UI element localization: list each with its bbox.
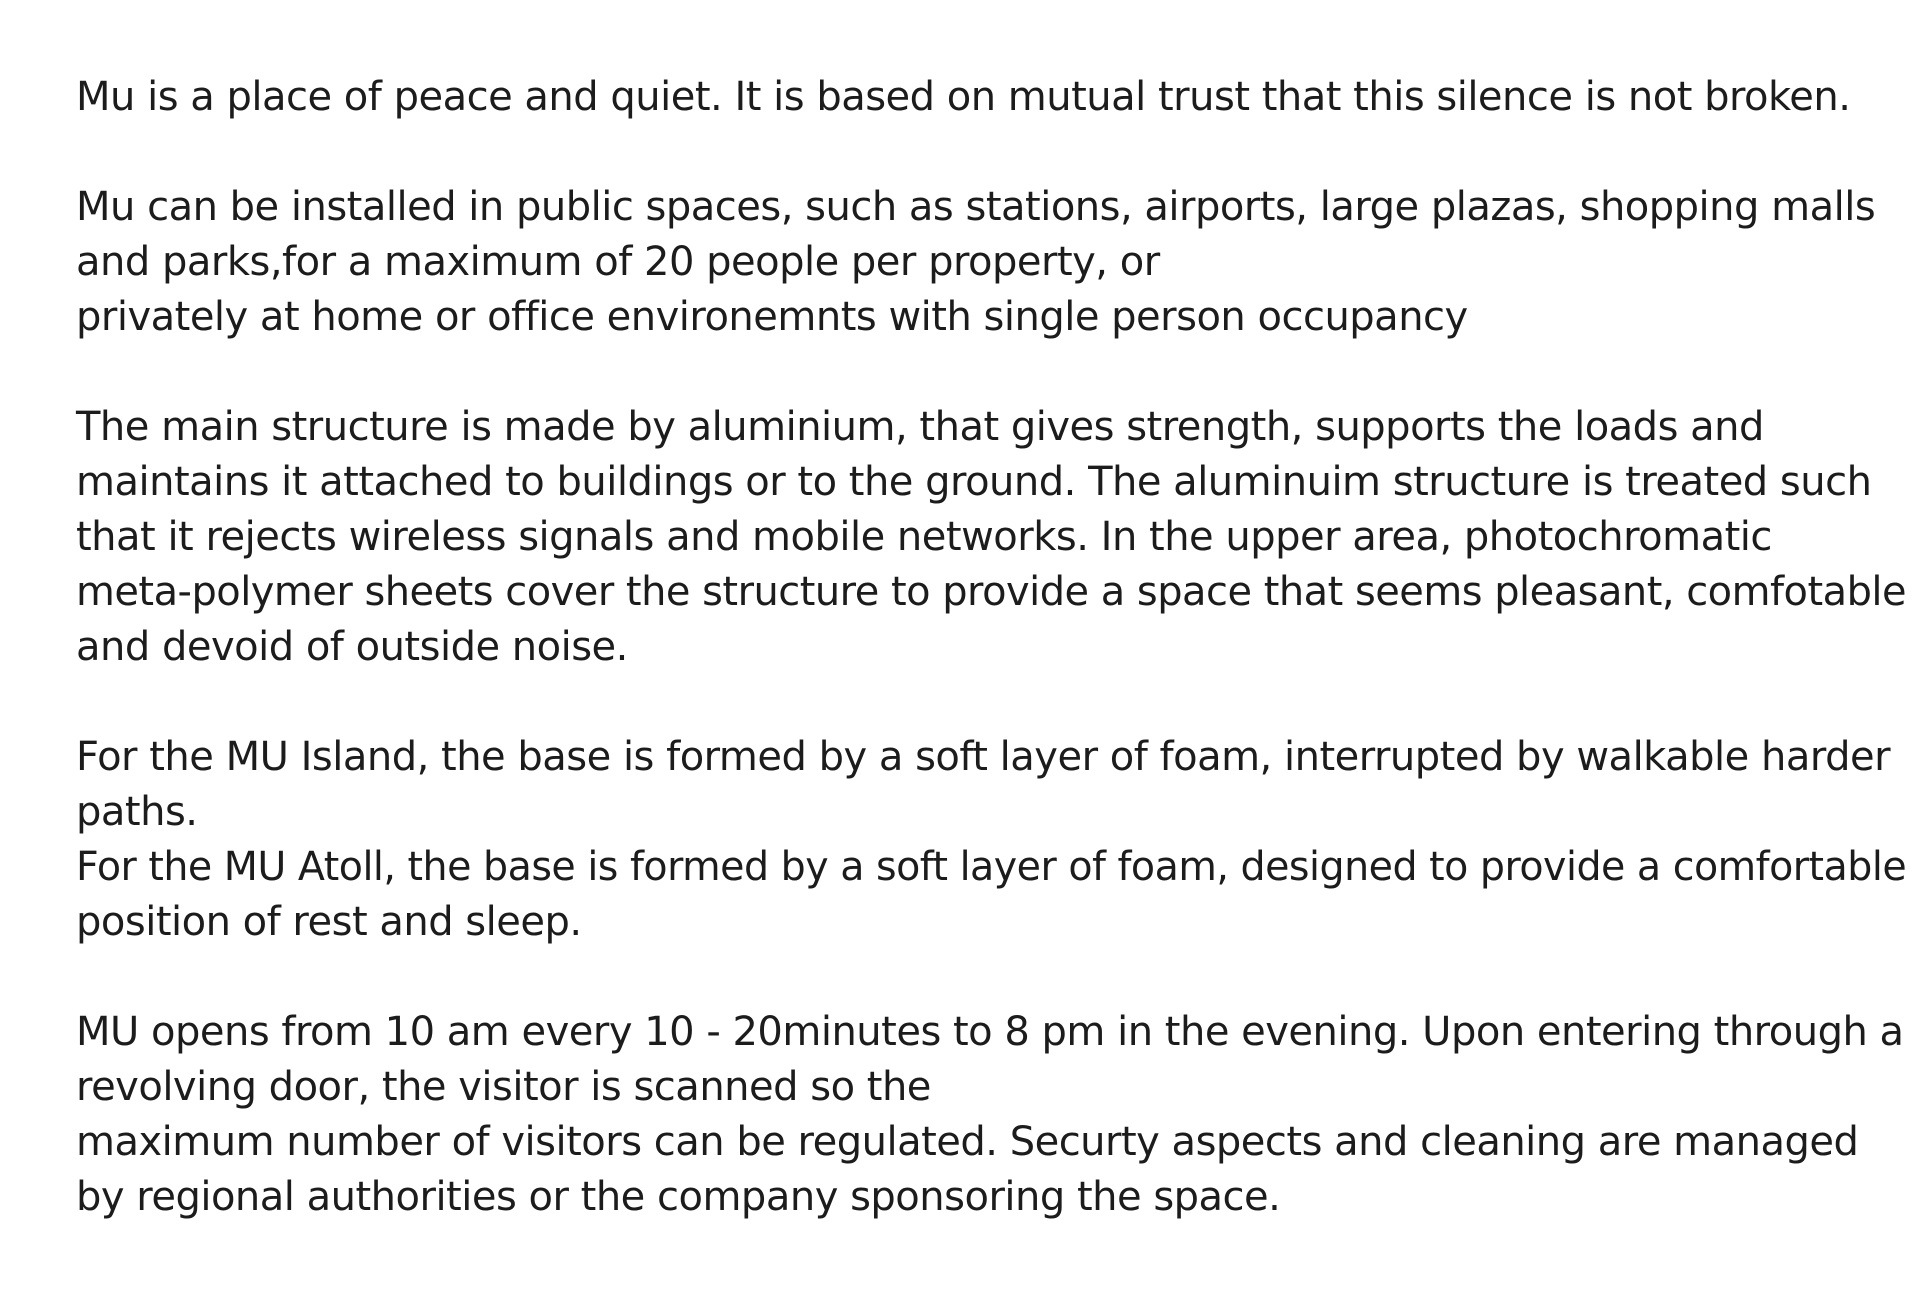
text-line: The main structure is made by aluminium, that gives strength, supports the loads and: [76, 404, 1764, 450]
document-body: [76, 70, 1906, 1280]
text-line: privately at home or office environemnts with single person occupancy: [76, 294, 1468, 340]
text-line: by regional authorities or the company sponsoring the space.: [76, 1174, 1281, 1220]
text-line: Mu can be installed in public spaces, such as stations, airports, large plazas, shopping malls: [76, 184, 1876, 230]
paragraph-structure: [76, 400, 1906, 675]
paragraph-installation: [76, 180, 1906, 345]
paragraph-base: [76, 730, 1906, 950]
text-line: maintains it attached to buildings or to the ground. The aluminuim structure is treated such: [76, 459, 1872, 505]
paragraph-intro: [76, 70, 1906, 125]
text-line: position of rest and sleep.: [76, 899, 582, 945]
text-line: revolving door, the visitor is scanned so the: [76, 1064, 931, 1110]
paragraph-opening-hours: [76, 1005, 1906, 1225]
text-line: and parks,for a maximum of 20 people per property, or: [76, 239, 1160, 285]
text-line: Mu is a place of peace and quiet. It is based on mutual trust that this silence is not broken.: [76, 74, 1851, 120]
text-line: MU opens from 10 am every 10 - 20minutes to 8 pm in the evening. Upon entering through a: [76, 1009, 1904, 1055]
text-line: For the MU Island, the base is formed by a soft layer of foam, interrupted by walkable harder: [76, 734, 1891, 780]
text-line: meta-polymer sheets cover the structure to provide a space that seems pleasant, comfotable: [76, 569, 1907, 615]
text-line: maximum number of visitors can be regulated. Securty aspects and cleaning are managed: [76, 1119, 1859, 1165]
text-line: and devoid of outside noise.: [76, 624, 628, 670]
text-line: For the MU Atoll, the base is formed by a soft layer of foam, designed to provide a comfortable: [76, 844, 1907, 890]
text-line: paths.: [76, 789, 198, 835]
text-line: that it rejects wireless signals and mobile networks. In the upper area, photochromatic: [76, 514, 1772, 560]
